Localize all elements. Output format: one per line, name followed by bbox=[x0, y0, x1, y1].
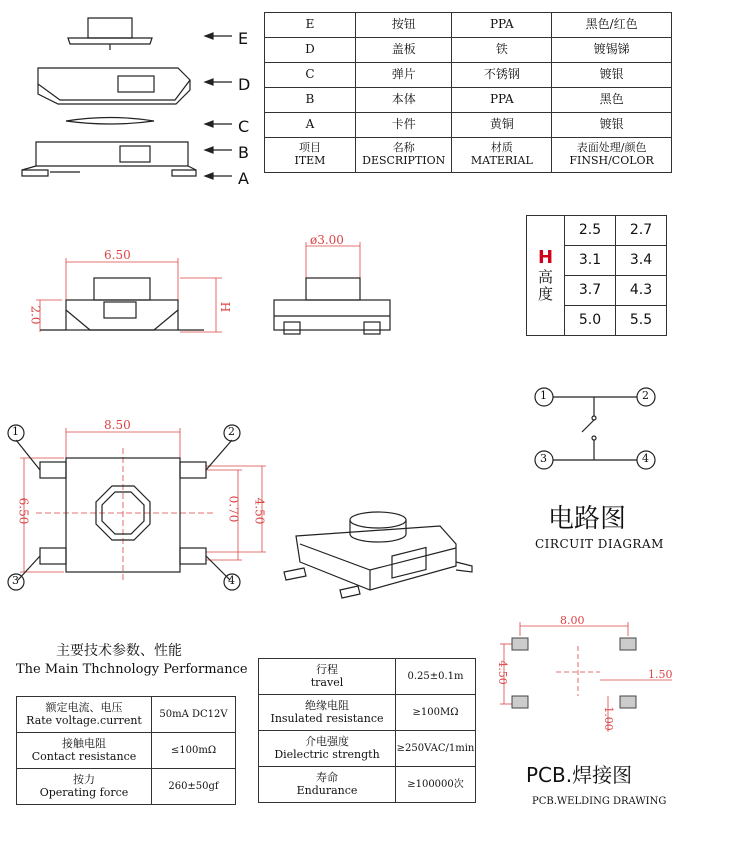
performance-title-en: The Main Thchnology Performance bbox=[16, 662, 248, 677]
circuit-title-zh: 电路图 bbox=[548, 504, 627, 534]
performance-table-left bbox=[16, 696, 236, 805]
bom-cell: 黑色 bbox=[552, 88, 672, 113]
spec-name-en: Operating force bbox=[39, 785, 129, 799]
bom-cell: 镀银 bbox=[552, 63, 672, 88]
label-b: B bbox=[238, 143, 249, 162]
bom-cell: 镀银 bbox=[552, 113, 672, 138]
bom-cell: 黑色/红色 bbox=[552, 13, 672, 38]
spec-value: ≥100000次 bbox=[396, 767, 476, 803]
bom-cell: 本体 bbox=[355, 88, 452, 113]
spec-value: ≥250VAC/1min bbox=[396, 731, 476, 767]
spec-name-en: Rate voltage.current bbox=[26, 713, 142, 727]
spec-name-en: Contact resistance bbox=[31, 749, 137, 763]
spec-name-cell bbox=[259, 695, 396, 731]
spec-name-en: Insulated resistance bbox=[270, 711, 384, 725]
side-diameter-dim: ø3.00 bbox=[310, 233, 344, 247]
spec-value: ≥100MΩ bbox=[396, 695, 476, 731]
spec-name-en: Dielectric strength bbox=[274, 747, 380, 761]
spec-name-zh: 绝缘电阻 bbox=[305, 698, 349, 712]
spec-name-cell bbox=[17, 769, 152, 805]
bom-header-zh: 材质 bbox=[490, 141, 513, 155]
label-d: D bbox=[238, 75, 251, 94]
spec-name-zh: 介电强度 bbox=[305, 734, 349, 748]
bom-cell: D bbox=[265, 38, 356, 63]
top-width-dim: 8.50 bbox=[104, 418, 131, 432]
front-base-dim: 2.0 bbox=[28, 305, 43, 325]
spec-name-zh: 接触电阻 bbox=[62, 736, 106, 750]
pin-label-4: 4 bbox=[228, 574, 235, 587]
bom-cell: 盖板 bbox=[355, 38, 452, 63]
height-cell: 2.5 bbox=[565, 216, 616, 246]
bom-header-zh: 项目 bbox=[298, 141, 321, 155]
bom-cell: 不锈钢 bbox=[452, 63, 552, 88]
pcb-width-dim: 8.00 bbox=[560, 614, 585, 627]
pcb-height-dim: 4.50 bbox=[495, 660, 509, 685]
pin-label-3: 3 bbox=[12, 574, 19, 587]
front-h-dim: H bbox=[218, 301, 233, 313]
circuit-title-en: CIRCUIT DIAGRAM bbox=[535, 537, 664, 551]
bom-cell: E bbox=[265, 13, 356, 38]
top-body-dim: 4.50 bbox=[252, 497, 267, 525]
performance-title-zh: 主要技术参数、性能 bbox=[56, 643, 182, 659]
front-width-dim: 6.50 bbox=[104, 248, 131, 262]
spec-value: 260±50gf bbox=[152, 769, 236, 805]
label-a: A bbox=[238, 169, 249, 188]
bom-cell: 按钮 bbox=[355, 13, 452, 38]
circuit-pin-1: 1 bbox=[540, 389, 547, 402]
height-cell: 5.5 bbox=[616, 306, 667, 336]
bom-cell: PPA bbox=[452, 13, 552, 38]
height-cell: 3.7 bbox=[565, 276, 616, 306]
height-h-label: H bbox=[537, 246, 554, 268]
bom-cell: B bbox=[265, 88, 356, 113]
bom-cell: 镀锡锑 bbox=[552, 38, 672, 63]
spec-value: ≤100mΩ bbox=[152, 733, 236, 769]
spec-name-cell bbox=[259, 659, 396, 695]
bom-cell: A bbox=[265, 113, 356, 138]
pcb-title-en: PCB.WELDING DRAWING bbox=[532, 796, 667, 807]
height-cell: 5.0 bbox=[565, 306, 616, 336]
height-cell: 4.3 bbox=[616, 276, 667, 306]
circuit-pin-4: 4 bbox=[642, 452, 649, 465]
height-cell: 3.4 bbox=[616, 246, 667, 276]
pcb-pad-height-dim: 1.00 bbox=[601, 706, 615, 731]
spec-name-zh: 额定电流、电压 bbox=[45, 700, 123, 714]
spec-name-en: Endurance bbox=[296, 783, 358, 797]
pin-label-2: 2 bbox=[228, 425, 235, 438]
spec-name-cell bbox=[17, 733, 152, 769]
spec-value: 50mA DC12V bbox=[152, 697, 236, 733]
bom-header-zh: 名称 bbox=[392, 141, 415, 155]
height-cell: 3.1 bbox=[565, 246, 616, 276]
spec-name-cell bbox=[17, 697, 152, 733]
pin-label-1: 1 bbox=[12, 425, 19, 438]
height-text-2: 度 bbox=[537, 284, 553, 303]
height-text-1: 高 bbox=[537, 267, 553, 286]
bom-header-zh: 表面处理/颜色 bbox=[576, 141, 647, 155]
performance-table-right bbox=[258, 658, 476, 803]
spec-name-en: travel bbox=[310, 675, 344, 689]
spec-name-zh: 按力 bbox=[73, 772, 95, 786]
spec-name-zh: 行程 bbox=[316, 662, 338, 676]
spec-name-cell bbox=[259, 731, 396, 767]
top-height-dim: 6.50 bbox=[16, 497, 31, 525]
bom-cell: C bbox=[265, 63, 356, 88]
bom-header-en: MATERIAL bbox=[470, 154, 533, 167]
spec-name-zh: 寿命 bbox=[316, 770, 338, 784]
bom-header-en: FINSH/COLOR bbox=[569, 154, 654, 167]
bom-header-en: ITEM bbox=[294, 154, 326, 167]
spec-value: 0.25±0.1m bbox=[396, 659, 476, 695]
bom-cell: PPA bbox=[452, 88, 552, 113]
spec-name-cell bbox=[259, 767, 396, 803]
pcb-title-zh: PCB.焊接图 bbox=[526, 763, 633, 787]
bom-cell: 弹片 bbox=[355, 63, 452, 88]
circuit-pin-3: 3 bbox=[540, 452, 547, 465]
pcb-pad-width-dim: 1.50 bbox=[648, 668, 673, 681]
bom-cell: 卡件 bbox=[355, 113, 452, 138]
height-cell: 2.7 bbox=[616, 216, 667, 246]
bom-cell: 黄铜 bbox=[452, 113, 552, 138]
label-c: C bbox=[238, 117, 250, 136]
bom-cell: 铁 bbox=[452, 38, 552, 63]
top-pin-gap-dim: 0.70 bbox=[226, 495, 241, 523]
label-e: E bbox=[238, 29, 249, 48]
circuit-pin-2: 2 bbox=[642, 389, 649, 402]
bom-header-en: DESCRIPTION bbox=[362, 154, 446, 167]
